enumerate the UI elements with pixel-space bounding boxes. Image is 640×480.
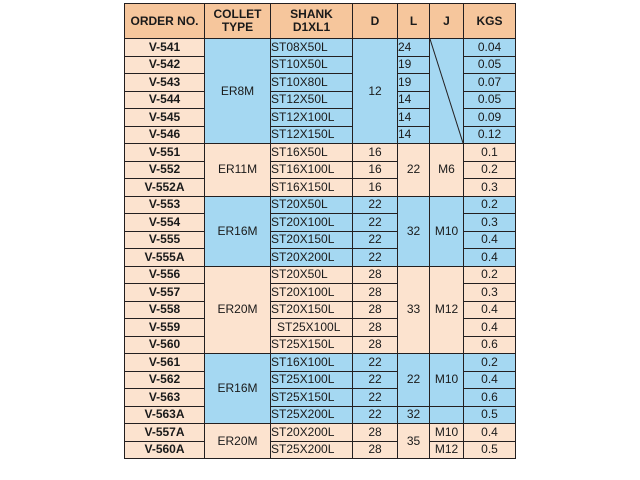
table-row [125,354,516,372]
d-cell: 22 [353,354,398,372]
order-no: V-552 [125,161,205,179]
kgs-cell: 0.2 [464,354,516,372]
diagonal-line-icon [430,39,463,143]
d-cell: 28 [353,266,398,284]
kgs-cell: 0.05 [464,56,516,74]
table-row [125,406,516,424]
order-no: V-553 [125,196,205,214]
d-cell: 22 [353,371,398,389]
kgs-cell: 0.3 [464,179,516,197]
order-no: V-552A [125,179,205,197]
kgs-cell: 0.2 [464,266,516,284]
shank-cell: ST12X150L [271,126,353,144]
kgs-cell: 0.3 [464,214,516,232]
shank-cell: ST25X150L [271,336,353,354]
j-cell-empty [430,406,464,424]
l-cell: 35 [398,424,430,459]
order-no: V-542 [125,56,205,74]
shank-cell: ST12X50L [271,91,353,109]
d-cell: 28 [353,301,398,319]
order-no: V-560A [125,441,205,459]
collet-type: ER11M [205,144,271,197]
kgs-cell: 0.4 [464,424,516,442]
d-cell: 28 [353,441,398,459]
shank-cell: ST16X100L [271,354,353,372]
table-row [125,196,516,214]
header-collet: COLLET TYPE [205,4,271,39]
d-cell: 16 [353,179,398,197]
header-d: D [353,4,398,39]
kgs-cell: 0.6 [464,389,516,407]
d-cell: 28 [353,284,398,302]
l-cell: 19 [398,74,430,92]
order-no: V-555 [125,231,205,249]
shank-cell: ST20X100L [271,284,353,302]
d-cell: 16 [353,161,398,179]
kgs-cell: 0.6 [464,336,516,354]
kgs-cell: 0.12 [464,126,516,144]
header-l: L [398,4,430,39]
spec-table [124,3,516,459]
l-cell: 33 [398,266,430,354]
order-no: V-555A [125,249,205,267]
l-cell: 32 [398,196,430,266]
collet-type: ER20M [205,424,271,459]
d-cell: 22 [353,406,398,424]
l-cell: 22 [398,144,430,197]
table-row [125,144,516,162]
l-cell: 14 [398,126,430,144]
shank-cell: ST25X100L [271,319,353,337]
shank-cell: ST25X100L [271,371,353,389]
order-no: V-563 [125,389,205,407]
l-cell: 14 [398,91,430,109]
kgs-cell: 0.4 [464,301,516,319]
kgs-cell: 0.09 [464,109,516,127]
collet-type: ER8M [205,39,271,144]
d-cell: 28 [353,336,398,354]
kgs-cell: 0.5 [464,441,516,459]
d-cell: 28 [353,424,398,442]
order-no: V-558 [125,301,205,319]
order-no: V-557A [125,424,205,442]
l-cell: 22 [398,354,430,407]
shank-cell: ST25X200L [271,406,353,424]
j-cell-empty [430,39,464,144]
header-kgs: KGS [464,4,516,39]
order-no: V-563A [125,406,205,424]
kgs-cell: 0.2 [464,161,516,179]
shank-cell: ST25X150L [271,389,353,407]
shank-cell: ST20X150L [271,301,353,319]
shank-cell: ST25X200L [271,441,353,459]
kgs-cell: 0.05 [464,91,516,109]
l-cell: 24 [398,39,430,57]
j-cell: M12 [430,441,464,459]
order-no: V-551 [125,144,205,162]
kgs-cell: 0.1 [464,144,516,162]
shank-cell: ST12X100L [271,109,353,127]
kgs-cell: 0.2 [464,196,516,214]
d-cell: 16 [353,144,398,162]
shank-cell: ST20X200L [271,249,353,267]
table-row [125,266,516,284]
shank-cell: ST10X50L [271,56,353,74]
d-cell: 22 [353,214,398,232]
shank-cell: ST20X200L [271,424,353,442]
order-no: V-543 [125,74,205,92]
j-cell: M12 [430,266,464,354]
d-cell: 22 [353,231,398,249]
table-row [125,424,516,442]
l-cell: 19 [398,56,430,74]
order-no: V-561 [125,354,205,372]
order-no: V-541 [125,39,205,57]
shank-cell: ST16X50L [271,144,353,162]
order-no: V-560 [125,336,205,354]
shank-cell: ST20X150L [271,231,353,249]
header-row [125,4,516,39]
collet-type: ER16M [205,196,271,266]
d-cell: 22 [353,196,398,214]
j-cell: M10 [430,196,464,266]
l-cell: 14 [398,109,430,127]
order-no: V-562 [125,371,205,389]
kgs-cell: 0.4 [464,249,516,267]
shank-cell: ST20X100L [271,214,353,232]
j-cell: M10 [430,424,464,442]
header-j: J [430,4,464,39]
order-no: V-545 [125,109,205,127]
table-row [125,39,516,57]
header-shank: SHANK D1XL1 [271,4,353,39]
order-no: V-559 [125,319,205,337]
j-cell: M10 [430,354,464,407]
kgs-cell: 0.4 [464,231,516,249]
shank-cell: ST16X100L [271,161,353,179]
d-cell: 22 [353,389,398,407]
shank-cell: ST08X50L [271,39,353,57]
order-no: V-556 [125,266,205,284]
shank-cell: ST16X150L [271,179,353,197]
l-cell: 32 [398,406,430,424]
kgs-cell: 0.4 [464,319,516,337]
j-cell: M6 [430,144,464,197]
kgs-cell: 0.3 [464,284,516,302]
kgs-cell: 0.07 [464,74,516,92]
d-cell: 12 [353,39,398,144]
shank-cell: ST10X80L [271,74,353,92]
kgs-cell: 0.5 [464,406,516,424]
d-cell: 22 [353,249,398,267]
collet-type: ER20M [205,266,271,354]
order-no: V-546 [125,126,205,144]
kgs-cell: 0.04 [464,39,516,57]
kgs-cell: 0.4 [464,371,516,389]
order-no: V-554 [125,214,205,232]
shank-cell: ST20X50L [271,266,353,284]
collet-type: ER16M [205,354,271,424]
table-row [125,441,516,459]
d-cell: 28 [353,319,398,337]
order-no: V-557 [125,284,205,302]
shank-cell: ST20X50L [271,196,353,214]
order-no: V-544 [125,91,205,109]
header-order: ORDER NO. [125,4,205,39]
